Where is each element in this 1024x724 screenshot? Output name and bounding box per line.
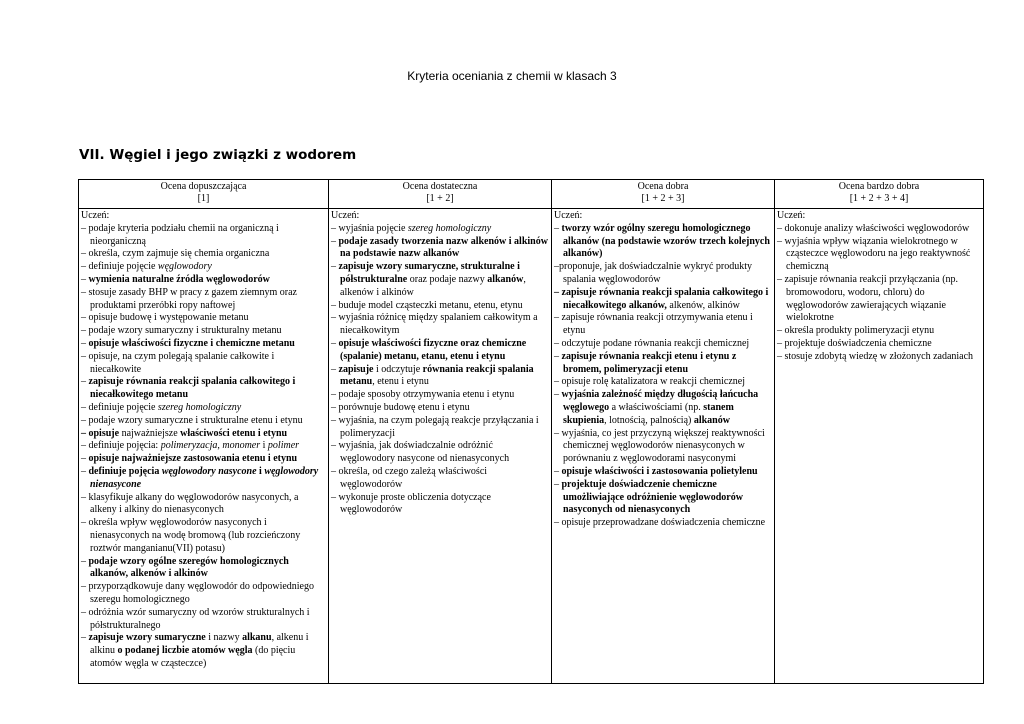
criteria-item <box>777 338 981 351</box>
criteria-text-run: polimeryzacja <box>160 440 218 452</box>
criteria-item <box>331 364 549 390</box>
criteria-text-run: – określa produkty polimeryzacji etynu <box>777 325 935 337</box>
column-grade-code: [1 + 2 + 3 + 4] <box>849 193 909 204</box>
criteria-text-run: – stosuje zasady BHP w pracy z gazem ziemnym oraz produktami przeróbki ropy naftowej <box>81 286 297 311</box>
criteria-text-run: – <box>331 363 339 375</box>
criteria-item <box>554 428 772 466</box>
criteria-item <box>81 274 326 287</box>
column-grade-code: [1 + 2 + 3] <box>641 193 685 204</box>
criteria-text-run: – opisuje budowę i występowanie metanu <box>81 312 249 324</box>
column-header-dostateczna <box>329 180 552 209</box>
criteria-text-run: podaje wzory ogólne szeregów homologicznych alkanów, alkenów i alkinów <box>88 555 289 580</box>
criteria-text-run: – definiuje pojęcie <box>81 261 158 273</box>
column-grade-code: [1 + 2] <box>426 193 454 204</box>
criteria-item <box>81 632 326 670</box>
criteria-text-run: szereg homologiczny <box>407 222 492 234</box>
criteria-text-run: wymienia naturalne źródła węglowodorów <box>88 273 270 285</box>
criteria-item <box>331 236 549 262</box>
document-title: Kryteria oceniania z chemii w klasach 3 <box>407 69 617 83</box>
criteria-item <box>331 223 549 236</box>
criteria-text-run: – <box>554 389 562 401</box>
criteria-text-run: i odczytuje <box>373 363 423 375</box>
criteria-text-run: – przyporządkowuje dany węglowodór do odpowiedniego szeregu homologicznego <box>81 581 314 605</box>
criteria-text-run: alkanów <box>487 273 524 285</box>
criteria-text-run: zapisuje równania reakcji etenu i etynu <box>561 350 730 362</box>
criteria-text-run: – określa, czym zajmuje się chemia organiczna <box>81 248 270 260</box>
criteria-text-run: zapisuje równania reakcji spalania całkowitego i niecałkowitego metanu <box>88 376 296 401</box>
criteria-text-run: opisuje właściwości fizyczne oraz chemiczne (spalanie) metanu, etanu, etenu i etynu <box>338 337 527 362</box>
criteria-text-run: – podaje kryteria podziału chemii na organiczną i nieorganiczną <box>81 222 279 247</box>
criteria-text-run: a właściwościami (np. <box>609 401 704 413</box>
criteria-item <box>81 338 326 351</box>
criteria-text-run: – podaje sposoby otrzymywania etenu i etynu <box>331 389 515 401</box>
criteria-text-run: – wyjaśnia, jak doświadczalnie odróżnić węglowodory nasycone od nienasyconych <box>331 440 510 465</box>
criteria-text-run: – <box>554 465 562 477</box>
criteria-text-run: – porównuje budowę etenu i etynu <box>331 401 470 413</box>
criteria-item <box>81 325 326 338</box>
criteria-text-run: równania reakcji spalania metanu <box>340 363 534 388</box>
criteria-text-run: opisuje właściwości fizyczne i chemiczne metanu <box>88 337 295 349</box>
criteria-item <box>331 300 549 313</box>
criteria-text-run: właściwości etenu i etynu <box>180 427 288 439</box>
criteria-text-run: – dokonuje analizy właściwości węglowodorów <box>777 222 970 234</box>
criteria-text-run: – <box>554 478 562 490</box>
criteria-text-run: – opisuje, na czym polegają spalanie całkowite i niecałkowite <box>81 350 275 375</box>
criteria-text-run: – <box>81 273 89 285</box>
criteria-cell-dobra <box>552 209 775 684</box>
criteria-text-run: – opisuje <box>81 427 120 439</box>
column-title: Ocena dobra <box>637 181 689 192</box>
criteria-text-run: – odczytuje podane równania reakcji chemicznej <box>554 337 750 349</box>
criteria-text-run: – określa, od czego zależą właściwości węglowodorów <box>331 465 488 490</box>
criteria-text-run: – opisuje przeprowadzane doświadczenia chemiczne <box>554 517 766 529</box>
criteria-text-run: – określa wpływ węglowodorów nasyconych i nienasyconych na wodę bromową (lub rozcieńczony roztwór manganianu(VII) potasu) <box>81 517 301 554</box>
criteria-text-run: z bromem, polimeryzacji etenu <box>563 350 737 375</box>
criteria-text-run: najważniejsze <box>119 427 181 439</box>
criteria-text-run: opisuje właściwości i zastosowania polietylenu <box>561 465 758 477</box>
criteria-list <box>81 223 326 671</box>
criteria-list <box>331 223 549 517</box>
criteria-text-run: zapisuje wzory sumaryczne, strukturalne i półstrukturalne <box>338 261 520 285</box>
criteria-text-run: – wyjaśnia, co jest przyczyną większej reaktywności chemicznej węglowodorów nienasyconych w porównaniu z węglowodorami nasyconymi <box>554 427 765 465</box>
criteria-text-run: (do pięciu atomów węgla w cząsteczce) <box>90 645 296 669</box>
criteria-item <box>81 466 326 492</box>
criteria-text-run: – stosuje zdobytą wiedzę w złożonych zadaniach <box>777 350 974 362</box>
criteria-text-run: szereg homologiczny <box>157 401 242 413</box>
criteria-text-run: – <box>331 261 339 273</box>
criteria-cell-bardzo-dobra <box>775 209 984 684</box>
criteria-text-run: wyjaśnia zależność między długością łańcucha węglowego <box>561 389 759 413</box>
criteria-item <box>81 223 326 249</box>
criteria-item <box>81 556 326 582</box>
criteria-list <box>554 223 772 530</box>
criteria-item <box>81 415 326 428</box>
criteria-text-run: i nazwy <box>205 632 243 644</box>
criteria-text-run: – definiuje pojęcie <box>81 401 158 413</box>
criteria-text-run: – wykonuje proste obliczenia dotyczące węglowodorów <box>331 491 491 516</box>
criteria-text-run: polimer <box>267 440 300 452</box>
criteria-text-run: tworzy wzór ogólny szeregu homologicznego alkanów (na podstawie wzorów trzech kolejnych alkanów) <box>561 222 770 260</box>
criteria-item <box>81 402 326 415</box>
criteria-item <box>777 236 981 274</box>
table-body-row <box>79 209 984 684</box>
criteria-text-run: – <box>81 555 89 567</box>
column-title: Ocena bardzo dobra <box>838 181 920 192</box>
criteria-text-run: , alkenu i alkinu <box>90 632 309 657</box>
criteria-item <box>331 415 549 441</box>
criteria-text-run: węglowodory <box>157 261 212 273</box>
criteria-item <box>777 325 981 338</box>
criteria-item <box>777 223 981 236</box>
criteria-text-run: – podaje wzory sumaryczny i strukturalny metanu <box>81 325 282 337</box>
criteria-item <box>331 338 549 364</box>
criteria-item <box>777 274 981 325</box>
criteria-item <box>554 466 772 479</box>
criteria-item <box>81 517 326 555</box>
criteria-text-run: opisuje najważniejsze zastosowania etenu i etynu <box>88 453 298 465</box>
criteria-text-run: , lotnością, palnością) <box>604 414 694 426</box>
criteria-item <box>777 351 981 364</box>
criteria-text-run: – <box>331 337 339 349</box>
criteria-text-run: – <box>81 376 89 388</box>
column-title: Ocena dostateczna <box>402 181 478 192</box>
criteria-text-run: – zapisuje równania reakcji przyłączania (np. bromowodoru, wodoru, chloru) do węglowodorów zawierających wiązanie wielokrotne <box>777 273 959 324</box>
criteria-item <box>331 312 549 338</box>
criteria-text-run: projektuje doświadczenie chemiczne umożliwiające odróżnienie węglowodorów nasyconych od nienasyconych <box>561 478 743 516</box>
criteria-text-run: – zapisuje równania reakcji otrzymywania etenu i etynu <box>554 312 753 337</box>
criteria-item <box>81 492 326 518</box>
criteria-text-run: – definiuje pojęcia: <box>81 440 161 452</box>
criteria-text-run: – zapisuje równania reakcji spalania całkowitego i niecałkowitego alkanów, <box>554 286 769 311</box>
criteria-text-run: – odróżnia wzór sumaryczny od wzorów strukturalnych i półstrukturalnego <box>81 606 310 631</box>
column-header-bardzo-dobra <box>775 180 984 209</box>
criteria-cell-dopuszczajaca <box>79 209 329 684</box>
criteria-text-run: – klasyfikuje alkany do węglowodorów nasyconych, a alkeny i alkiny do nienasyconych <box>81 491 299 516</box>
criteria-text-run: – wyjaśnia, na czym polegają reakcje przyłączania i polimeryzacji <box>331 414 539 439</box>
criteria-text-run: – <box>554 350 562 362</box>
criteria-item <box>81 351 326 377</box>
criteria-text-run: oraz podaje nazwy <box>407 273 488 285</box>
criteria-item <box>554 223 772 261</box>
criteria-text-run: alkanu <box>242 632 272 644</box>
cell-lead-text: Uczeń: <box>331 210 360 221</box>
criteria-text-run: alkanów <box>693 414 730 426</box>
criteria-text-run: – wyjaśnia wpływ wiązania wielokrotnego w cząsteczce węglowodoru na jego reaktywność chemiczną <box>777 235 971 273</box>
criteria-item <box>81 440 326 453</box>
criteria-text-run: , alkenów i alkinów <box>340 273 526 298</box>
criteria-item <box>331 466 549 492</box>
criteria-text-run: – wyjaśnia pojęcie <box>331 222 408 234</box>
criteria-text-run: – projektuje doświadczenia chemiczne <box>777 337 932 349</box>
cell-lead-text: Uczeń: <box>777 210 806 221</box>
criteria-text-run: – <box>81 453 89 465</box>
criteria-text-run: , <box>217 440 223 452</box>
criteria-item <box>81 581 326 607</box>
criteria-text-run: –proponuje, jak doświadczalnie wykryć produkty spalania węglowodorów <box>554 261 753 285</box>
criteria-item <box>331 440 549 466</box>
criteria-text-run: – buduje model cząsteczki metanu, etenu, etynu <box>331 299 523 311</box>
criteria-item <box>331 261 549 299</box>
criteria-item <box>81 248 326 261</box>
criteria-item <box>554 351 772 377</box>
criteria-text-run: – wyjaśnia różnicę między spalaniem całkowitym a niecałkowitym <box>331 312 538 337</box>
criteria-text-run: – <box>554 222 562 234</box>
column-header-dopuszczajaca <box>79 180 329 209</box>
table-header-row <box>79 180 984 209</box>
criteria-item <box>331 492 549 518</box>
criteria-text-run: definiuje pojęcia <box>88 465 162 477</box>
criteria-text-run: węglowodory nienasycone <box>90 465 319 490</box>
criteria-item <box>554 479 772 517</box>
criteria-item <box>81 287 326 313</box>
column-header-dobra <box>552 180 775 209</box>
criteria-text-run: stanem skupienia <box>563 401 734 426</box>
cell-lead-text: Uczeń: <box>554 210 583 221</box>
grading-criteria-table <box>78 179 984 684</box>
criteria-item <box>81 428 326 441</box>
criteria-item <box>554 517 772 530</box>
cell-lead-text: Uczeń: <box>81 210 110 221</box>
criteria-cell-dostateczna <box>329 209 552 684</box>
criteria-text-run: o podanej liczbie atomów węgla <box>117 645 253 657</box>
criteria-list <box>777 223 981 364</box>
criteria-text-run: – <box>81 337 89 349</box>
criteria-item <box>81 607 326 633</box>
criteria-text-run: – <box>81 465 89 477</box>
criteria-text-run: i <box>256 465 265 477</box>
column-title: Ocena dopuszczająca <box>160 181 247 192</box>
criteria-text-run: węglowodory nasycone <box>161 465 257 477</box>
criteria-text-run: zapisuje <box>338 363 374 375</box>
column-grade-code: [1] <box>197 193 210 204</box>
criteria-text-run: alkenów, alkinów <box>666 299 740 311</box>
criteria-text-run: – <box>331 235 339 247</box>
criteria-text-run: i <box>260 440 268 452</box>
criteria-item <box>81 261 326 274</box>
criteria-text-run: – <box>81 632 89 644</box>
criteria-item <box>331 389 549 402</box>
criteria-text-run: monomer <box>222 440 261 452</box>
criteria-item <box>554 389 772 427</box>
criteria-item <box>81 376 326 402</box>
criteria-item <box>81 312 326 325</box>
criteria-item <box>81 453 326 466</box>
criteria-item <box>554 312 772 338</box>
criteria-item <box>554 376 772 389</box>
criteria-text-run: – podaje wzory sumaryczne i strukturalne etenu i etynu <box>81 414 303 426</box>
criteria-item <box>554 338 772 351</box>
criteria-text-run: – opisuje rolę katalizatora w reakcji chemicznej <box>554 376 746 388</box>
criteria-item <box>331 402 549 415</box>
section-heading: VII. Węgiel i jego związki z wodorem <box>79 147 357 163</box>
criteria-text-run: , etenu i etynu <box>372 376 429 388</box>
criteria-item <box>554 261 772 287</box>
criteria-text-run: podaje zasady tworzenia nazw alkenów i alkinów na podstawie nazw alkanów <box>338 235 548 260</box>
criteria-text-run: zapisuje wzory sumaryczne <box>88 632 206 644</box>
criteria-item <box>554 287 772 313</box>
